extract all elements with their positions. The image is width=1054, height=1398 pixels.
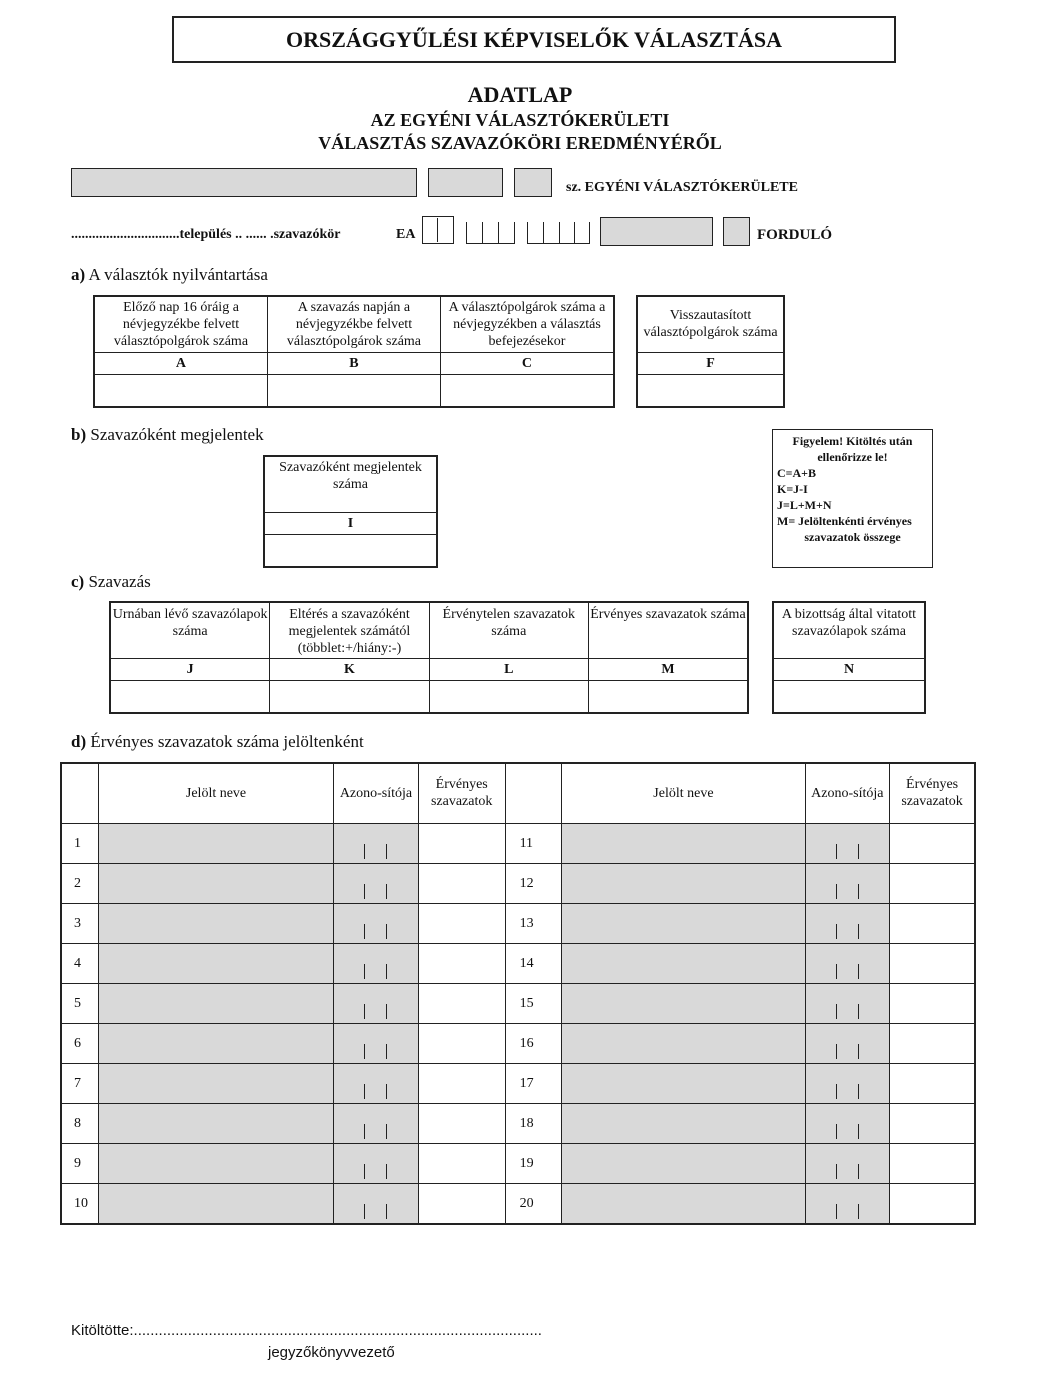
- section-d-title: [71, 732, 364, 752]
- candidate-votes-field[interactable]: [418, 943, 505, 983]
- table-row: [61, 1023, 975, 1063]
- ea-divider: [437, 218, 438, 242]
- candidate-name-field[interactable]: [562, 983, 805, 1023]
- row-number: 13: [505, 903, 562, 943]
- ea-label: EA: [396, 227, 416, 242]
- candidate-votes-field[interactable]: [890, 943, 975, 983]
- section-d-letter: d): [71, 732, 87, 751]
- table-row: [61, 1143, 975, 1183]
- right-number-header: [505, 763, 562, 823]
- col-c-header: A választópolgárok száma a névjegyzékben a választás befejezésekor: [440, 296, 614, 352]
- candidate-votes-field[interactable]: [890, 1143, 975, 1183]
- col-b-header: A szavazás napján a névjegyzékbe felvett választópolgárok száma: [267, 296, 440, 352]
- col-k-letter: K: [270, 658, 429, 680]
- table-row: [61, 943, 975, 983]
- district-label: sz. EGYÉNI VÁLASZTÓKERÜLETE: [566, 180, 798, 195]
- section-a-side-table: [636, 295, 785, 408]
- section-a-letter: a): [71, 265, 86, 284]
- section-a-text: A választók nyilvántartása: [88, 265, 268, 284]
- candidate-name-field[interactable]: [562, 1023, 805, 1063]
- ea-code-box[interactable]: [422, 216, 454, 244]
- candidate-id-field[interactable]: [805, 1023, 890, 1063]
- candidate-id-field[interactable]: [805, 903, 890, 943]
- col-i-value[interactable]: [264, 534, 437, 567]
- left-id-header: Azono-sítója: [334, 763, 419, 823]
- row-number: 14: [505, 943, 562, 983]
- section-c-table: [109, 601, 749, 714]
- candidate-votes-field[interactable]: [418, 1063, 505, 1103]
- candidate-name-field[interactable]: [98, 863, 333, 903]
- table-row: [61, 903, 975, 943]
- col-b-letter: B: [267, 352, 440, 374]
- table-row: [61, 1183, 975, 1224]
- candidate-name-field[interactable]: [98, 823, 333, 863]
- notice-rule-1: C=A+B: [777, 466, 817, 480]
- check-notice: [772, 429, 933, 568]
- section-c-side-table: [772, 601, 926, 714]
- left-name-header: Jelölt neve: [98, 763, 333, 823]
- page-title: ORSZÁGGYŰLÉSI KÉPVISELŐK VÁLASZTÁSA: [286, 27, 782, 52]
- candidate-name-field[interactable]: [98, 983, 333, 1023]
- row-number: 8: [61, 1103, 98, 1143]
- candidate-votes-field[interactable]: [890, 903, 975, 943]
- round-label: FORDULÓ: [757, 227, 832, 243]
- candidate-name-field[interactable]: [562, 1143, 805, 1183]
- candidate-votes-field[interactable]: [418, 1103, 505, 1143]
- candidate-name-field[interactable]: [562, 823, 805, 863]
- col-m-value[interactable]: [588, 680, 748, 713]
- settlement-label: ...............................település .. ...... .szavazókör: [71, 227, 341, 242]
- col-f-letter: F: [637, 352, 784, 374]
- candidate-name-field[interactable]: [562, 863, 805, 903]
- row-number: 15: [505, 983, 562, 1023]
- col-c-value[interactable]: [440, 374, 614, 407]
- col-k-header: Eltérés a szavazóként megjelentek számától (többlet:+/hiány:-): [270, 602, 429, 658]
- candidate-id-field[interactable]: [805, 1183, 890, 1224]
- table-row: [61, 1103, 975, 1143]
- candidate-votes-field[interactable]: [890, 823, 975, 863]
- county-field[interactable]: [71, 168, 417, 197]
- form-subtitle-1: AZ EGYÉNI VÁLASZTÓKERÜLETI: [370, 110, 670, 130]
- right-id-header: Azono-sítója: [805, 763, 890, 823]
- section-c-text: Szavazás: [88, 572, 151, 591]
- candidate-id-field[interactable]: [334, 1023, 419, 1063]
- candidate-name-field[interactable]: [562, 943, 805, 983]
- table-row: [61, 1063, 975, 1103]
- section-b-title: [71, 425, 264, 445]
- col-k-value[interactable]: [270, 680, 429, 713]
- form-subtitle-2: VÁLASZTÁS SZAVAZÓKÖRI EREDMÉNYÉRŐL: [318, 133, 722, 153]
- candidate-votes-field[interactable]: [418, 823, 505, 863]
- notice-rule-3: J=L+M+N: [777, 498, 832, 512]
- notice-rule-2: K=J-I: [777, 482, 808, 496]
- candidate-votes-field[interactable]: [418, 1023, 505, 1063]
- candidate-name-field[interactable]: [98, 1143, 333, 1183]
- candidate-id-field[interactable]: [334, 943, 419, 983]
- notice-rule-4: M= Jelöltenkénti érvényes: [777, 514, 912, 528]
- section-c-letter: c): [71, 572, 85, 591]
- candidate-id-field[interactable]: [805, 863, 890, 903]
- candidates-table: [60, 762, 976, 1225]
- candidate-votes-field[interactable]: [418, 1143, 505, 1183]
- section-b-letter: b): [71, 425, 87, 444]
- candidate-votes-field[interactable]: [418, 903, 505, 943]
- candidate-name-field[interactable]: [562, 1063, 805, 1103]
- candidate-id-field[interactable]: [334, 1143, 419, 1183]
- col-m-header: Érvényes szavazatok száma: [588, 602, 748, 658]
- row-number: 4: [61, 943, 98, 983]
- round-field[interactable]: [723, 217, 750, 246]
- col-m-letter: M: [588, 658, 748, 680]
- col-c-letter: C: [440, 352, 614, 374]
- candidate-id-field[interactable]: [334, 1103, 419, 1143]
- candidate-votes-field[interactable]: [418, 983, 505, 1023]
- right-name-header: Jelölt neve: [562, 763, 805, 823]
- col-a-letter: A: [94, 352, 267, 374]
- row-number: 18: [505, 1103, 562, 1143]
- section-b-table: [263, 455, 438, 568]
- candidate-votes-field[interactable]: [418, 1183, 505, 1224]
- col-n-value[interactable]: [773, 680, 925, 713]
- candidate-votes-field[interactable]: [890, 1023, 975, 1063]
- row-number: 10: [61, 1183, 98, 1224]
- candidate-votes-field[interactable]: [890, 983, 975, 1023]
- row-number: 3: [61, 903, 98, 943]
- col-f-header: Visszautasított választópolgárok száma: [637, 296, 784, 352]
- row-number: 16: [505, 1023, 562, 1063]
- candidate-id-field[interactable]: [334, 1063, 419, 1103]
- section-a-table: [93, 295, 615, 408]
- candidate-id-field[interactable]: [805, 823, 890, 863]
- row-number: 2: [61, 863, 98, 903]
- col-n-header: A bizottság által vitatott szavazólapok száma: [773, 602, 925, 658]
- candidate-id-field[interactable]: [805, 1143, 890, 1183]
- candidate-name-field[interactable]: [562, 1183, 805, 1224]
- candidate-name-field[interactable]: [98, 903, 333, 943]
- col-j-letter: J: [110, 658, 270, 680]
- candidate-name-field[interactable]: [98, 1183, 333, 1224]
- title-box: [172, 16, 896, 63]
- row-number: 11: [505, 823, 562, 863]
- candidate-id-field[interactable]: [334, 863, 419, 903]
- candidate-name-field[interactable]: [98, 1023, 333, 1063]
- candidate-name-field[interactable]: [562, 1103, 805, 1143]
- notice-rule-5: szavazatok összege: [804, 530, 901, 544]
- candidates-header-row: [61, 763, 975, 823]
- candidate-name-field[interactable]: [98, 943, 333, 983]
- row-number: 20: [505, 1183, 562, 1224]
- col-f-value[interactable]: [637, 374, 784, 407]
- row-number: 1: [61, 823, 98, 863]
- table-row: [61, 823, 975, 863]
- candidate-votes-field[interactable]: [890, 863, 975, 903]
- candidate-votes-field[interactable]: [890, 1183, 975, 1224]
- candidate-name-field[interactable]: [562, 903, 805, 943]
- row-number: 6: [61, 1023, 98, 1063]
- candidate-votes-field[interactable]: [890, 1103, 975, 1143]
- candidate-id-field[interactable]: [334, 823, 419, 863]
- candidate-id-field[interactable]: [334, 983, 419, 1023]
- col-l-header: Érvénytelen szavazatok száma: [429, 602, 588, 658]
- col-b-value[interactable]: [267, 374, 440, 407]
- row-number: 7: [61, 1063, 98, 1103]
- row-number: 19: [505, 1143, 562, 1183]
- col-j-value[interactable]: [110, 680, 270, 713]
- candidate-name-field[interactable]: [98, 1063, 333, 1103]
- candidate-votes-field[interactable]: [890, 1063, 975, 1103]
- col-n-letter: N: [773, 658, 925, 680]
- candidate-id-field[interactable]: [334, 1183, 419, 1224]
- col-a-header: Előző nap 16 óráig a névjegyzékbe felvett választópolgárok száma: [94, 296, 267, 352]
- col-a-value[interactable]: [94, 374, 267, 407]
- form-name: ADATLAP: [467, 82, 573, 107]
- col-l-letter: L: [429, 658, 588, 680]
- candidate-id-field[interactable]: [805, 1103, 890, 1143]
- row-number: 17: [505, 1063, 562, 1103]
- col-i-letter: I: [264, 512, 437, 534]
- filled-by-role: jegyzőkönyvvezető: [268, 1344, 395, 1361]
- notice-line-1: Figyelem! Kitöltés után: [792, 434, 913, 448]
- section-d-text: Érvényes szavazatok száma jelöltenként: [90, 732, 364, 751]
- row-number: 12: [505, 863, 562, 903]
- col-i-header: Szavazóként megjelentek száma: [264, 456, 437, 512]
- candidate-id-field[interactable]: [805, 983, 890, 1023]
- filled-by-line[interactable]: Kitöltötte:..................................................................................................: [71, 1322, 542, 1339]
- table-row: [61, 983, 975, 1023]
- table-row: [61, 863, 975, 903]
- candidate-id-field[interactable]: [334, 903, 419, 943]
- section-a-title: [71, 265, 268, 285]
- district-number-field[interactable]: [514, 168, 552, 197]
- candidate-votes-field[interactable]: [418, 863, 505, 903]
- col-l-value[interactable]: [429, 680, 588, 713]
- section-b-text: Szavazóként megjelentek: [90, 425, 264, 444]
- station-name-field[interactable]: [600, 217, 713, 246]
- left-number-header: [61, 763, 98, 823]
- candidate-id-field[interactable]: [805, 1063, 890, 1103]
- notice-line-2: ellenőrizze le!: [817, 450, 888, 464]
- candidate-name-field[interactable]: [98, 1103, 333, 1143]
- district-code-field[interactable]: [428, 168, 503, 197]
- row-number: 5: [61, 983, 98, 1023]
- section-c-title: [71, 572, 151, 592]
- col-j-header: Urnában lévő szavazólapok száma: [110, 602, 270, 658]
- candidate-id-field[interactable]: [805, 943, 890, 983]
- right-votes-header: Érvényes szavazatok: [890, 763, 975, 823]
- left-votes-header: Érvényes szavazatok: [418, 763, 505, 823]
- row-number: 9: [61, 1143, 98, 1183]
